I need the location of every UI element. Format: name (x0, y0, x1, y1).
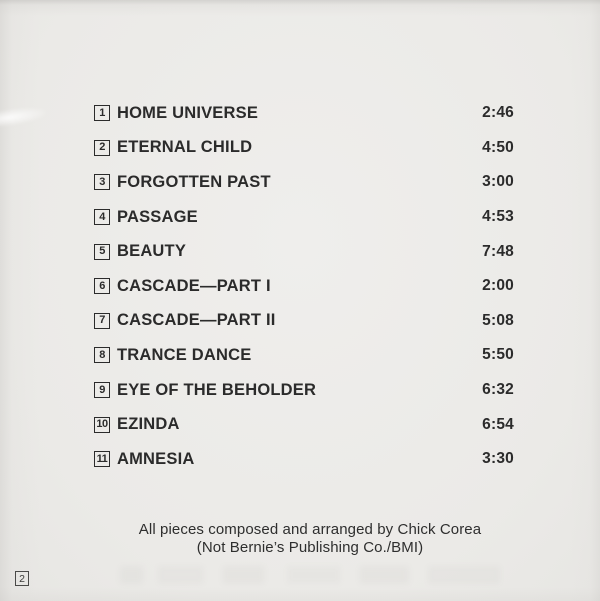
track-row (94, 338, 514, 373)
track-title: TRANCE DANCE (117, 345, 252, 364)
paper-scratch-highlight (0, 104, 47, 127)
page-number: 2 (19, 572, 25, 585)
track-row (94, 165, 514, 200)
track-number-box (94, 382, 110, 398)
track-title: FORGOTTEN PAST (117, 172, 271, 191)
track-row (94, 200, 514, 235)
track-number: 1 (99, 106, 105, 119)
track-number: 10 (96, 418, 108, 431)
track-number: 7 (99, 314, 105, 327)
track-row (94, 407, 514, 442)
track-row (94, 96, 514, 131)
track-row (94, 269, 514, 304)
track-list (94, 96, 514, 477)
track-number: 6 (99, 279, 105, 292)
track-number: 8 (99, 348, 105, 361)
track-number: 11 (96, 452, 108, 465)
track-number-box (94, 174, 110, 190)
credits-footer (10, 521, 600, 556)
track-time: 2:00 (482, 277, 514, 295)
track-number: 5 (99, 245, 105, 258)
track-title: ETERNAL CHILD (117, 138, 253, 157)
credits-line-1: All pieces composed and arranged by Chick Corea (138, 521, 482, 538)
track-row (94, 131, 514, 166)
track-number: 9 (99, 383, 105, 396)
track-row (94, 442, 514, 477)
track-title: CASCADE—PART I (117, 276, 271, 295)
track-time: 4:50 (482, 138, 514, 156)
track-title: EZINDA (117, 415, 180, 434)
credits-line-2: (Not Bernie’s Publishing Co./BMI) (196, 538, 424, 556)
track-number-box (94, 140, 110, 156)
track-number-box (94, 347, 110, 363)
print-bleedthrough (120, 566, 500, 584)
track-title: AMNESIA (117, 449, 195, 468)
track-title: CASCADE—PART II (117, 311, 276, 330)
track-row (94, 304, 514, 339)
track-time: 3:30 (482, 450, 514, 468)
track-time: 5:50 (482, 346, 514, 364)
track-row (94, 234, 514, 269)
track-time: 2:46 (482, 104, 514, 122)
track-number-box (94, 105, 110, 121)
track-number: 2 (99, 141, 105, 154)
track-number: 3 (99, 175, 105, 188)
track-title: EYE OF THE BEHOLDER (117, 380, 317, 399)
track-row (94, 373, 514, 408)
track-title: BEAUTY (117, 242, 187, 261)
track-time: 4:53 (482, 208, 514, 226)
track-number: 4 (99, 210, 105, 223)
track-number-box (94, 278, 110, 294)
track-number-box (94, 417, 110, 433)
track-time: 6:54 (482, 415, 514, 433)
track-number-box (94, 244, 110, 260)
track-title: HOME UNIVERSE (117, 103, 259, 122)
track-number-box (94, 451, 110, 467)
page-number-box (15, 571, 29, 586)
track-time: 6:32 (482, 381, 514, 399)
track-number-box (94, 209, 110, 225)
track-time: 7:48 (482, 242, 514, 260)
track-time: 5:08 (482, 311, 514, 329)
track-number-box (94, 313, 110, 329)
track-time: 3:00 (482, 173, 514, 191)
track-title: PASSAGE (117, 207, 198, 226)
